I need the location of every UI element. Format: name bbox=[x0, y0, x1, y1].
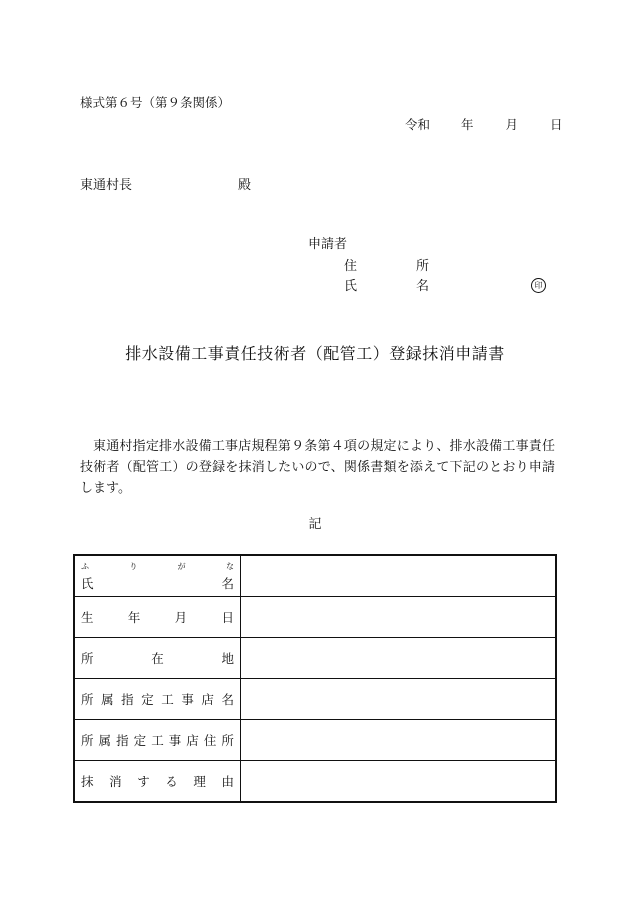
date-month: 月 bbox=[505, 117, 519, 132]
table-row bbox=[74, 720, 556, 761]
date-era: 令和 bbox=[405, 117, 431, 132]
seal-mark: 印 bbox=[531, 278, 546, 293]
store-address-label-cell: 所 属 指 定 工 事 店 住 所 bbox=[74, 720, 241, 761]
store-address-value-cell[interactable] bbox=[241, 720, 557, 761]
reason-value-cell[interactable] bbox=[241, 761, 557, 803]
table-row bbox=[74, 679, 556, 720]
table-row bbox=[74, 555, 556, 597]
location-label-cell: 所 在 地 bbox=[74, 638, 241, 679]
name-value-cell[interactable] bbox=[241, 555, 557, 597]
name-label-left: 氏 bbox=[81, 576, 94, 591]
location-value-cell[interactable] bbox=[241, 638, 557, 679]
store-name-label-cell: 所 属 指 定 工 事 店 名 bbox=[74, 679, 241, 720]
store-name-value-cell[interactable] bbox=[241, 679, 557, 720]
applicant-name-label: 氏 名 bbox=[344, 279, 453, 294]
birthdate-value-cell[interactable] bbox=[241, 597, 557, 638]
name-label-cell bbox=[74, 555, 241, 597]
form-number: 様式第６号（第９条関係） bbox=[80, 95, 231, 110]
ki-heading: 記 bbox=[308, 517, 322, 532]
body-paragraph: 東通村指定排水設備工事店規程第９条第４項の規定により、排水設備工事責任技術者（配管工）の登録を抹消したいので、関係書類を添えて下記のとおり申請します。 bbox=[80, 439, 555, 496]
recipient-name: 東通村長 bbox=[80, 178, 133, 193]
document-title: 排水設備工事責任技術者（配管工）登録抹消申請書 bbox=[125, 344, 505, 363]
recipient-honorific: 殿 bbox=[238, 178, 252, 193]
date-day: 日 bbox=[550, 117, 563, 132]
reason-label-cell: 抹 消 す る 理 由 bbox=[74, 761, 241, 803]
birthdate-label-cell: 生 年 月 日 bbox=[74, 597, 241, 638]
furigana: ふ り が な bbox=[81, 562, 234, 571]
form-table bbox=[73, 554, 557, 803]
table-row bbox=[74, 638, 556, 679]
recipient bbox=[80, 178, 252, 193]
date-year: 年 bbox=[461, 117, 474, 132]
date-line bbox=[405, 119, 563, 132]
applicant-label: 申請者 bbox=[308, 237, 348, 252]
table-row bbox=[74, 761, 556, 803]
name-label-right: 名 bbox=[221, 576, 234, 591]
applicant-address-label: 住 所 bbox=[344, 259, 453, 274]
table-row bbox=[74, 597, 556, 638]
